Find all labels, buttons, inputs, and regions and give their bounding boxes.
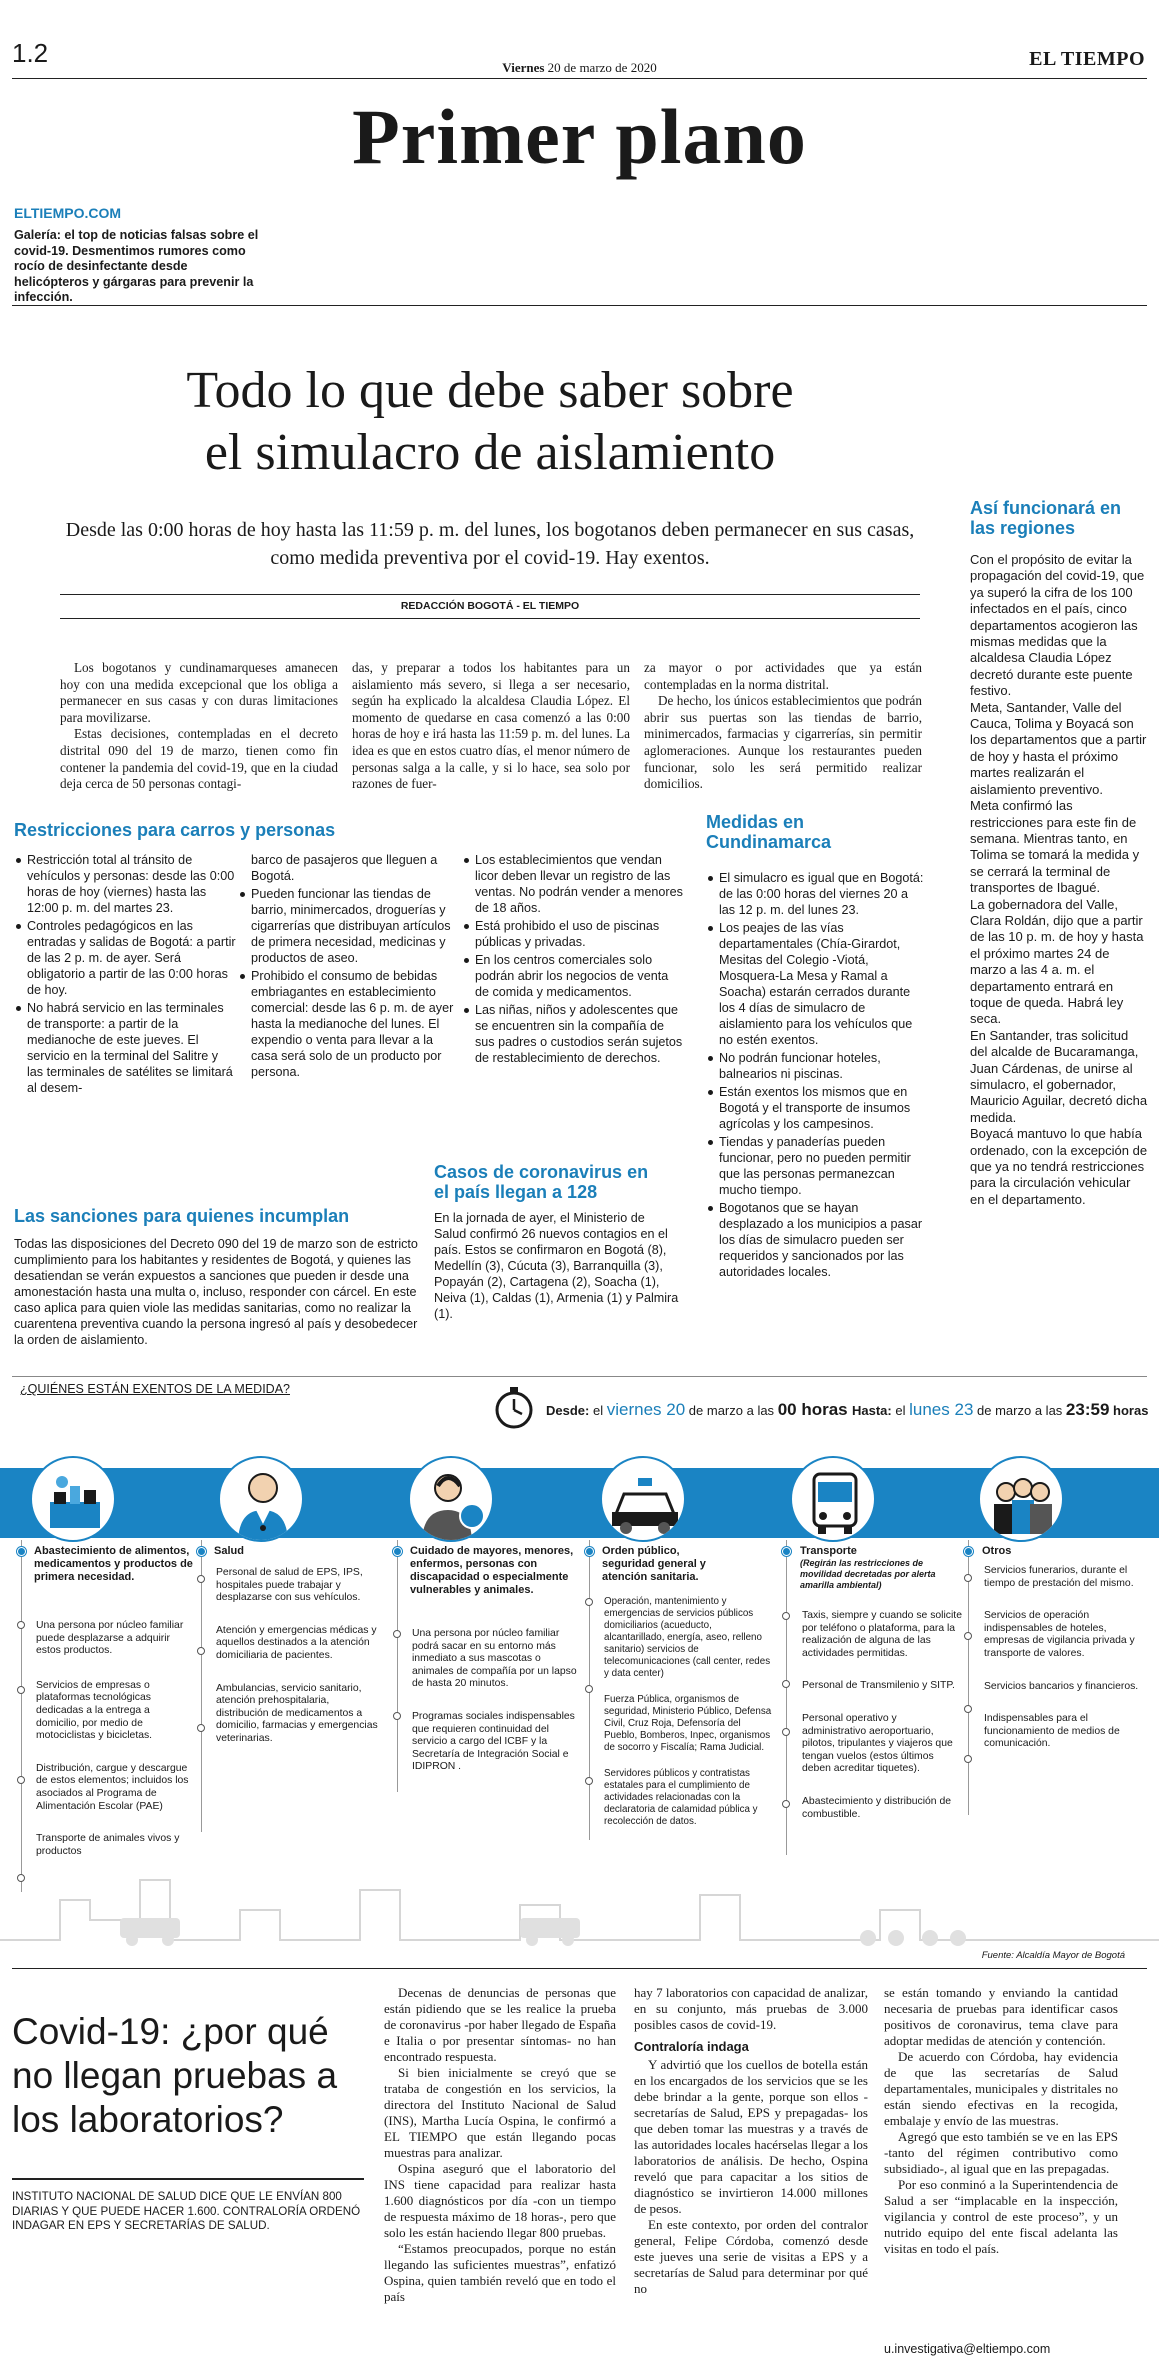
bus-icon [790,1456,876,1542]
restricciones-col-2 [238,852,460,1082]
category-item: Personal de salud de EPS, IPS, hospitales puede trabajar y desplazarse con sus vehículos. [216,1567,363,1604]
category-item: Personal operativo y administrativo aeroportuario, pilotos, tripulantes y viajeros que tengan vuelos (estos últimos deben acreditar tiquetes). [802,1712,953,1775]
list-item: Los peajes de las vías departamentales (Chía-Girardot, Mesitas del Colegio -Viotá, Mosquera-La Mesa y Ramal a Soacha) estarán cerrados durante los 4 días de simulacro de aislamiento para los vehículos que no estén exentos. [706,920,926,1048]
category-items [412,1628,582,1783]
category-item: Una persona por núcleo familiar podrá sacar en su entorno más inmediato a sus mascotas o animales de compañía por un lapso de hasta 20 minutos. [412,1628,577,1690]
caregiver-icon [408,1456,494,1542]
category-items [984,1565,1142,1760]
paragraph: hay 7 laboratorios con capacidad de analizar, en su conjunto, más pruebas de 3.000 posibles casos de covid-19. [634,1985,868,2032]
category-item: Indispensables para el funcionamiento de medios de comunicación. [984,1713,1120,1750]
paragraph: Si bien inicialmente se creyó que se trataba de congestión en los servicios, la directora del Instituto Nacional de Salud (INS), Martha Lucía Ospina, le confirmó a EL TIEMPO que están llegando pocas muestras para analizar. [384,2065,616,2160]
subhead: Contraloría indaga [634,2039,749,2054]
promo-site[interactable]: ELTIEMPO.COM [14,205,122,221]
hasta-hour: 23:59 [1065,1400,1110,1419]
category-item: Servicios bancarios y financieros. [984,1680,1139,1692]
list-item: En los centros comerciales solo podrán abrir los negocios de venta de comida y medicamentos. [462,952,684,1000]
desde-label: Desde: [546,1403,590,1418]
paragraph: Por eso conminó a la Superintendencia de Salud a ser “implacable en la inspección, vigilancia y control de este proceso”, y un nutrido equipo del ente fiscal adelanta las visitas en todo el país. [884,2177,1118,2256]
promo-text: Galería: el top de noticias falsas sobre el covid-19. Desmentimos rumores como rocío de desinfectante desde helicópteros y gárgaras para prevenir la infección. [14,228,259,304]
category-title: Salud [214,1545,244,1557]
category-title: Otros [982,1545,1012,1557]
list-item: Prohibido el consumo de bebidas embriagantes en establecimiento comercial: desde las 6 p. m. de ayer hasta la medianoche del lunes. El expendio o venta para llevar a la casa será solo de un producto por persona. [238,968,460,1080]
hasta-day: lunes 23 [909,1400,974,1419]
headline-line-2: el simulacro de aislamiento [204,424,776,481]
desde-pre: el [592,1403,604,1418]
category-item: Personal de Transmilenio y SITP. [802,1680,955,1692]
category-item: Servidores públicos y contratistas estatales para el cumplimiento de actividades relacionadas con la declaratoria de calamidad pública y recolección de datos. [604,1768,758,1827]
list-item: Los establecimientos que vendan licor deben llevar un registro de las ventas. No podrán vender a menores de 18 años. [462,852,684,916]
list-item: Tiendas y panaderías pueden funcionar, pero no pueden permitir que las personas permanezcan mucho tiempo. [706,1134,926,1198]
list-item: Restricción total al tránsito de vehículos y personas: desde las 0:00 horas de hoy (viernes) hasta las 12:00 p. m. del martes 23. [14,852,236,916]
hasta-line [852,1400,1148,1420]
regiones-body [970,552,1148,1208]
category-item: Operación, mantenimiento y emergencias de servicios públicos domiciliarios (acueducto, alcantarillado, energía, aseo, relleno sanitario) servicios de telecomunicaciones (call center, redes y data center) [604,1596,771,1679]
doctor-icon [218,1456,304,1542]
infographic-question: ¿QUIÉNES ESTÁN EXENTOS DE LA MEDIDA? [20,1382,290,1396]
desde-day: viernes 20 [606,1400,686,1419]
cundinamarca-title: Medidas en Cundinamarca [706,812,832,852]
infographic-source: Fuente: Alcaldía Mayor de Bogotá [981,1950,1125,1961]
category-item: Servicios de empresas o plataformas tecnológicas dedicadas a la entrega a domicilio, por medio de motociclistas y bicicletas. [36,1679,153,1742]
paragraph: “Estamos preocupados, porque no están llegando las suficientes muestras”, enfatizó Ospina, quien también reveló que en todo el país [384,2241,616,2304]
casos-text: En la jornada de ayer, el Ministerio de Salud confirmó 26 nuevos contagios en el país. Estos se confirmaron en Bogotá (8), Medellín (3), Cúcuta (3), Barranquilla (3), Popayán (2), Cartagena (2), Soacha (1), Neiva (1), Caldas (1), Armenia (1) y Palmira (1). [434,1211,679,1321]
paragraph: za mayor o por actividades que ya están contempladas en la norma distrital. [644,660,922,692]
article2-col-1 [384,1985,616,2305]
cundinamarca-list [706,870,926,1282]
article-col-3 [644,660,922,793]
list-item: Controles pedagógicos en las entradas y salidas de Bogotá: a partir de las 2 p. m. de ayer. Será obligatorio a partir de las 0:00 horas de hoy. [14,918,236,998]
list-continuation: barco de pasajeros que lleguen a Bogotá. [251,853,438,883]
category-title: Abastecimiento de alimentos, medicamentos y productos de primera necesidad. [34,1545,193,1583]
section-title: Primer plano [352,93,807,180]
sanciones-text: Todas las disposiciones del Decreto 090 del 19 de marzo son de estricto cumplimiento para los habitantes y residentes de Bogotá, y quienes las desatiendan se verán expuestos a sanciones que pueden ir desde una amonestación hasta una multa o, incluso, responder con cárcel. En este caso aplica para quien viole las medidas sanitarias, como no realizar la cuarentena preventiva cuando la persona ingresó al país y desobedecer la orden de aislamiento. [14,1237,418,1347]
category-items [216,1567,381,1755]
paragraph: se están tomando y enviando la cantidad necesaria de pruebas para identificar casos positivos de coronavirus, tema clave para adoptar medidas de atención y contención. [884,1985,1118,2048]
desde-mid: de marzo a las [688,1403,775,1418]
paragraph: De acuerdo con Córdoba, hay evidencia de que las secretarías de Salud departamentales, municipales y distritales no están siendo efectivas en la recogida, embalaje y envío de las muestras. [884,2049,1118,2128]
paragraph: das, y preparar a todos los habitantes para un aislamiento más severo, si llega a ser necesario, según ha explicado la alcaldesa Claudia López. El momento de quedarse en casa comenzó a las 0:00 horas de hoy e irá hasta las 11:59 p. m. del lunes. La idea es que en estos cuatro días, el menor número de personas salga a la calle, y si lo hace, sea solo por razones de fuer- [352,660,630,792]
paragraph: En Santander, tras solicitud del alcalde de Bucaramanga, Juan Cárdenas, de unirse al simulacro, el gobernador, Mauricio Aguilar, decretó dicha medida. [970,1027,1148,1125]
list-item: No habrá servicio en las terminales de transporte: a partir de la medianoche de este jueves. El servicio en la terminal del Salitre y las terminales de satélites se limitará al desem- [14,1000,236,1096]
desde-line [546,1400,848,1420]
category-title: Orden público, seguridad general y atención sanitaria. [602,1545,706,1583]
restricciones-col-1 [14,852,236,1098]
category-item: Una persona por núcleo familiar puede desplazarse a adquirir estos productos. [36,1620,184,1657]
hasta-pre: el [895,1403,906,1418]
category-item: Transporte de animales vivos y productos [36,1833,180,1857]
contact-email[interactable]: u.investigativa@eltiempo.com [884,2342,1051,2356]
group-icon [978,1456,1064,1542]
city-skyline-decoration [0,1790,1159,1960]
category-title: Cuidado de mayores, menores, enfermos, personas con discapacidad o especialmente vulnerables y animales. [410,1545,574,1596]
headline [40,360,940,484]
hasta-unit: horas [1113,1403,1149,1418]
category-item: Servicios de operación indispensables de hoteles, empresas de vigilancia privada y transporte de valores. [984,1610,1135,1659]
paragraph: Agregó que esto también se ve en las EPS -tanto del régimen contributivo como subsidiado-, al igual que en las prepagadas. [884,2129,1118,2176]
list-item: Están exentos los mismos que en Bogotá y el transporte de insumos agrícolas y los campesinos. [706,1084,926,1132]
paragraph: Meta confirmó las restricciones para este fin de semana. Mientras tanto, en Tolima se tomará la medida y se cerrará la terminal de transportes de Ibagué. [970,798,1140,896]
paragraph: Y advirtió que los cuellos de botella están en los encargados de los servicios que se les debe brindar a la gente, porque son ellos -secretarías de Salud, EPS y prepagadas- los que deben tomar las muestras y a través de las autoridades locales hacérselas llegar a los laboratorios de análisis. De hecho, Ospina reveló que para capacitar a los sitios de diagnóstico se invirtieron 14.000 millones de pesos. [634,2057,868,2216]
article2-headline: Covid-19: ¿por qué no llegan pruebas a los laboratorios? [12,2011,338,2140]
headline-line-1: Todo lo que debe saber sobre [186,362,794,419]
desde-hour: 00 horas [777,1400,848,1419]
list-item: Está prohibido el uso de piscinas públicas y privadas. [462,918,684,950]
category-subtitle: (Regirán las restricciones de movilidad decretadas por alerta amarilla ambiental) [800,1558,936,1590]
page-number: 1.2 [12,38,49,68]
article2-deck: INSTITUTO NACIONAL DE SALUD DICE QUE LE ENVÍAN 800 DIARIAS Y QUE PUEDE HACER 1.600. CONTRALORÍA ORDENÓ INDAGAR EN EPS Y SECRETARÍAS DE SALUD. [12,2190,361,2232]
paragraph: Estas decisiones, contempladas en el decreto distrital 090 del 19 de marzo, tienen como fin contener la pandemia del covid-19, que en la ciudad deja cerca de 50 personas contagi- [60,726,338,792]
category-item: Abastecimiento y distribución de combustible. [802,1795,952,1820]
category-item: Programas sociales indispensables que requieren continuidad del servicio a cargo del ICBF y la Secretaría de Integración Social e IDIPRON . [412,1710,575,1773]
hasta-mid: de marzo a las [977,1403,1063,1418]
category-title: Transporte [800,1545,857,1557]
issue-date-day: Viernes [502,60,545,75]
sanciones-title: Las sanciones para quienes incumplan [14,1206,350,1226]
police-car-icon [600,1456,686,1542]
category-item: Atención y emergencias médicas y aquellos destinados a la atención domiciliaria de pacientes. [216,1624,377,1661]
category-item: Fuerza Pública, organismos de seguridad, Ministerio Público, Defensa Civil, Cruz Roja, Defensoría del Pueblo, Bomberos, Inpec, organismos de socorro y Fiscalía; Rama Judicial. [604,1694,772,1753]
casos-title: Casos de coronavirus en el país llegan a 128 [434,1162,649,1202]
list-item: El simulacro es igual que en Bogotá: de las 0:00 horas del viernes 20 a las 12 p. m. del lunes 23. [706,870,926,918]
category-item: Taxis, siempre y cuando se solicite por teléfono o plataforma, para la realización de alguna de las actividades permitidas. [802,1610,962,1659]
paragraph: De hecho, los únicos establecimientos que podrán abrir sus puertas son las tiendas de barrio, minimercados, farmacias y cigarrerías, sin permitir aglomeraciones. Aunque los restaurantes pueden funcionar, solo les será permitido realizar domicilios. [644,693,922,792]
paragraph: En este contexto, por orden del contralor general, Felipe Córdoba, comenzó desde este jueves una serie de visitas a EPS y a secretarías de Salud para determinar por qué no [634,2217,868,2296]
paragraph: Meta, Santander, Valle del Cauca, Tolima y Boyacá son los departamentos que a partir de hoy y hasta el próximo martes realizarán el aislamiento preventivo. [970,699,1147,797]
category-item: Ambulancias, servicio sanitario, atención prehospitalaria, distribución de medicamentos a domicilio, farmacias y emergencias veterinarias. [216,1682,378,1744]
article-deck: Desde las 0:00 horas de hoy hasta las 11:59 p. m. del lunes, los bogotanos deben permanecer en sus casas, como medida preventiva por el covid-19. Hay exentos. [65,519,915,569]
paragraph: Boyacá mantuvo lo que había ordenado, con la excepción de que ya no tendrá restricciones para la circulación vehicular en el departamento. [970,1126,1148,1207]
paragraph: Con el propósito de evitar la propagación del covid-19, que ya superó la cifra de los 100 infectados en el país, cinco departamentos acogieron las mismas medidas que la alcaldesa Claudia López decretó durante este puente festivo. [970,552,1145,699]
article2-col-3 [884,1985,1118,2257]
list-item: No podrán funcionar hoteles, balnearios ni piscinas. [706,1050,926,1082]
paragraph: Decenas de denuncias de personas que están pidiendo que se les realice la prueba de coronavirus -por haber llegado de España e Italia o por presentar síntomas- no han encontrado respuesta. [384,1985,616,2064]
regiones-title: Así funcionará en las regiones [970,498,1122,538]
article-col-2 [352,660,630,793]
list-item: Las niñas, niños y adolescentes que se encuentren sin la compañía de sus padres o custodios serán sujetos de restablecimiento de derechos. [462,1002,684,1066]
list-item: Bogotanos que se hayan desplazado a los municipios a pasar los días de simulacro pueden ser requeridos y sancionados por las autoridades locales. [706,1200,926,1280]
hasta-label: Hasta: [852,1403,892,1418]
brand-logo: EL TIEMPO [1029,48,1145,70]
stopwatch-icon [492,1384,536,1430]
paragraph: Los bogotanos y cundinamarqueses amanecen hoy con una medida excepcional que los obliga a permanecer en sus casas y con duras limitaciones para movilizarse. [60,660,338,725]
issue-date [0,60,1159,76]
category-item: Distribución, cargue y descargue de estos elementos; incluidos los asociados al Programa de Alimentación Escolar (PAE) [36,1762,189,1812]
byline: REDACCIÓN BOGOTÁ - EL TIEMPO [400,600,580,612]
list-item: Pueden funcionar las tiendas de barrio, minimercados, droguerías y cigarrerías que distribuyan artículos de primera necesidad, medicinas y productos de aseo. [238,886,460,966]
restricciones-title: Restricciones para carros y personas [14,820,336,840]
article2-col-2 [634,1985,868,2297]
food-supplies-icon [30,1456,116,1542]
issue-date-rest: 20 de marzo de 2020 [547,60,657,75]
restricciones-col-3 [462,852,684,1068]
category-item: Servicios funerarios, durante el tiempo de prestación del mismo. [984,1565,1134,1589]
paragraph: Ospina aseguró que el laboratorio del INS tiene capacidad para realizar hasta 1.600 diagnósticos por día -con un tiempo de respuesta máximo de 18 horas-, pero que solo les están haciendo llegar 800 pruebas. [384,2161,616,2240]
paragraph: La gobernadora del Valle, Clara Roldán, dijo que a partir de las 10 p. m. de hoy y hasta el próximo martes 24 de marzo a las 4 a. m. el departamento entrará en toque de queda. Habrá ley seca. [970,896,1144,1027]
article-col-1 [60,660,338,793]
